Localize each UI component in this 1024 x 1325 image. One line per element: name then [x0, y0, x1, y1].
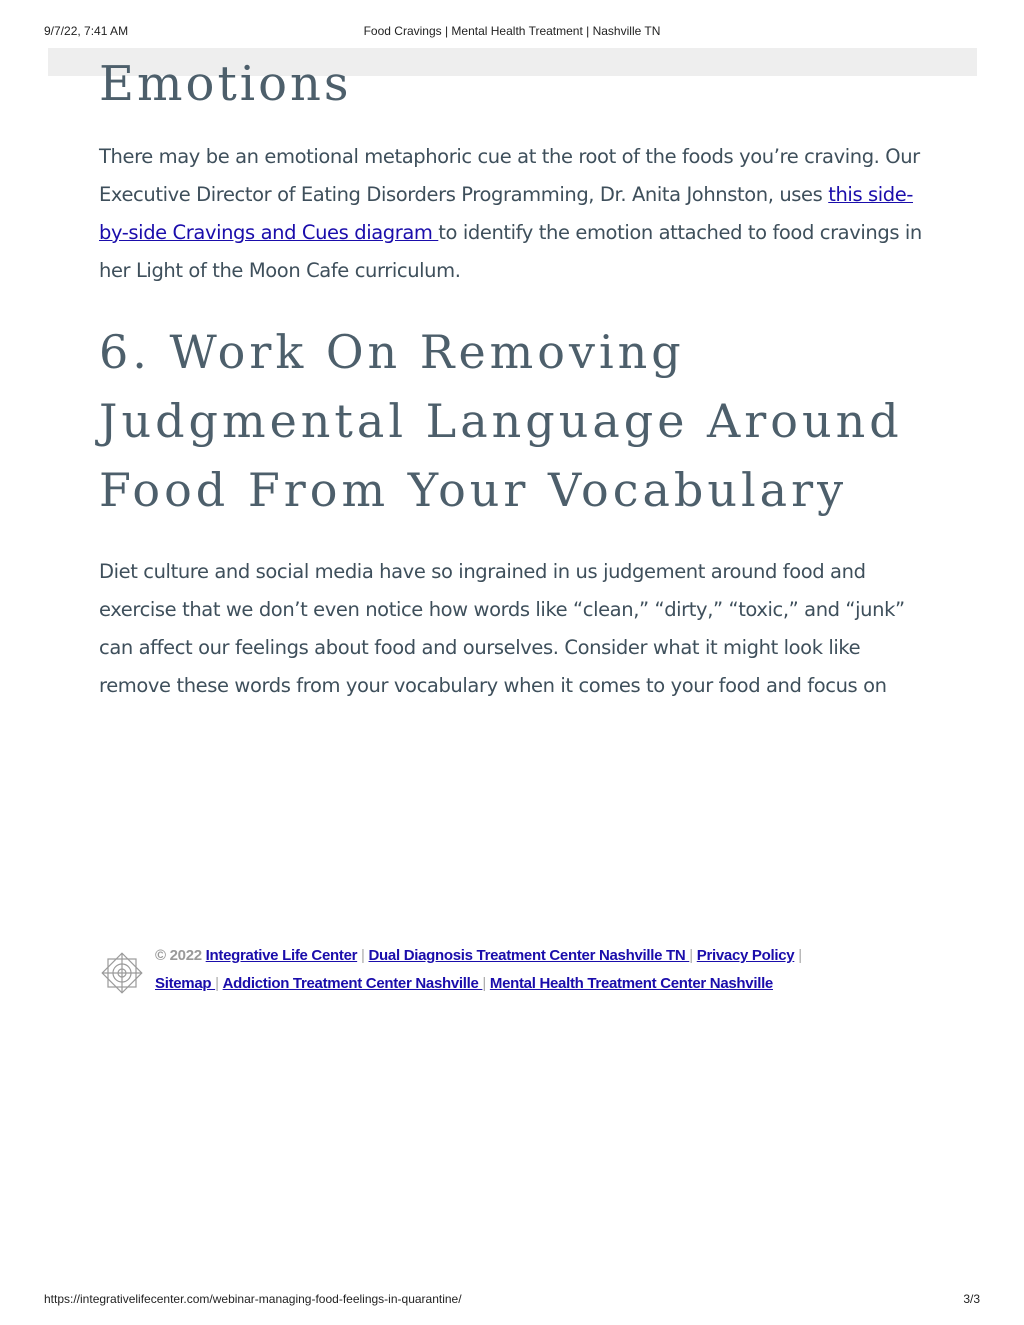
- ilc-logo-icon: [99, 950, 145, 996]
- cravings-cues-diagram-link[interactable]: this side-by-side Cravings and Cues diagram: [99, 183, 913, 244]
- footer-link-privacy-policy[interactable]: Privacy Policy: [696, 947, 795, 964]
- emotions-paragraph-text-end: to identify the emotion attached to food cravings in her Light of the Moon Cafe curriculum.: [99, 221, 922, 282]
- emotions-paragraph-text-start: There may be an emotional metaphoric cue at the root of the foods you’re craving. Our Executive Director of Eating Disorders Programming, Dr. Anita Johnston, uses: [99, 145, 920, 206]
- footer-link-addiction-treatment[interactable]: Addiction Treatment Center Nashville: [222, 975, 483, 992]
- emotions-paragraph: [99, 138, 929, 290]
- section-6-paragraph: Diet culture and social media have so ingrained in us judgement around food and exercise that we don’t even notice how words like “clean,” “dirty,” “toxic,” and “junk” can affect our feelings about food and ourselves. Consider what it might look like remove these words from your vocabulary when it comes to your food and focus on: [99, 560, 905, 697]
- print-header: [44, 24, 980, 40]
- article-content: [99, 52, 929, 705]
- footer-link-mental-health-treatment[interactable]: Mental Health Treatment Center Nashville: [489, 975, 773, 992]
- footer-separator: |: [361, 947, 365, 964]
- footer-text: [155, 942, 915, 998]
- copyright: © 2022: [155, 947, 202, 964]
- emotions-heading: Emotions: [99, 56, 352, 112]
- footer-separator: |: [215, 975, 219, 992]
- print-page-number: 3/3: [963, 1292, 980, 1306]
- print-page-title: Food Cravings | Mental Health Treatment | Nashville TN: [363, 24, 661, 38]
- footer-link-sitemap[interactable]: Sitemap: [155, 975, 216, 992]
- print-date: 9/7/22, 7:41 AM: [44, 24, 129, 38]
- footer-link-integrative-life-center[interactable]: Integrative Life Center: [205, 947, 358, 964]
- print-footer: [44, 1292, 980, 1308]
- footer-separator: |: [689, 947, 693, 964]
- section-6-heading: 6. Work On Removing Judgmental Language Around Food From Your Vocabulary: [99, 325, 903, 517]
- print-url: https://integrativelifecenter.com/webinar-managing-food-feelings-in-quarantine/: [44, 1292, 462, 1306]
- footer-link-dual-diagnosis[interactable]: Dual Diagnosis Treatment Center Nashville TN: [368, 947, 690, 964]
- footer-separator: |: [482, 975, 487, 992]
- footer-separator: |: [798, 947, 802, 964]
